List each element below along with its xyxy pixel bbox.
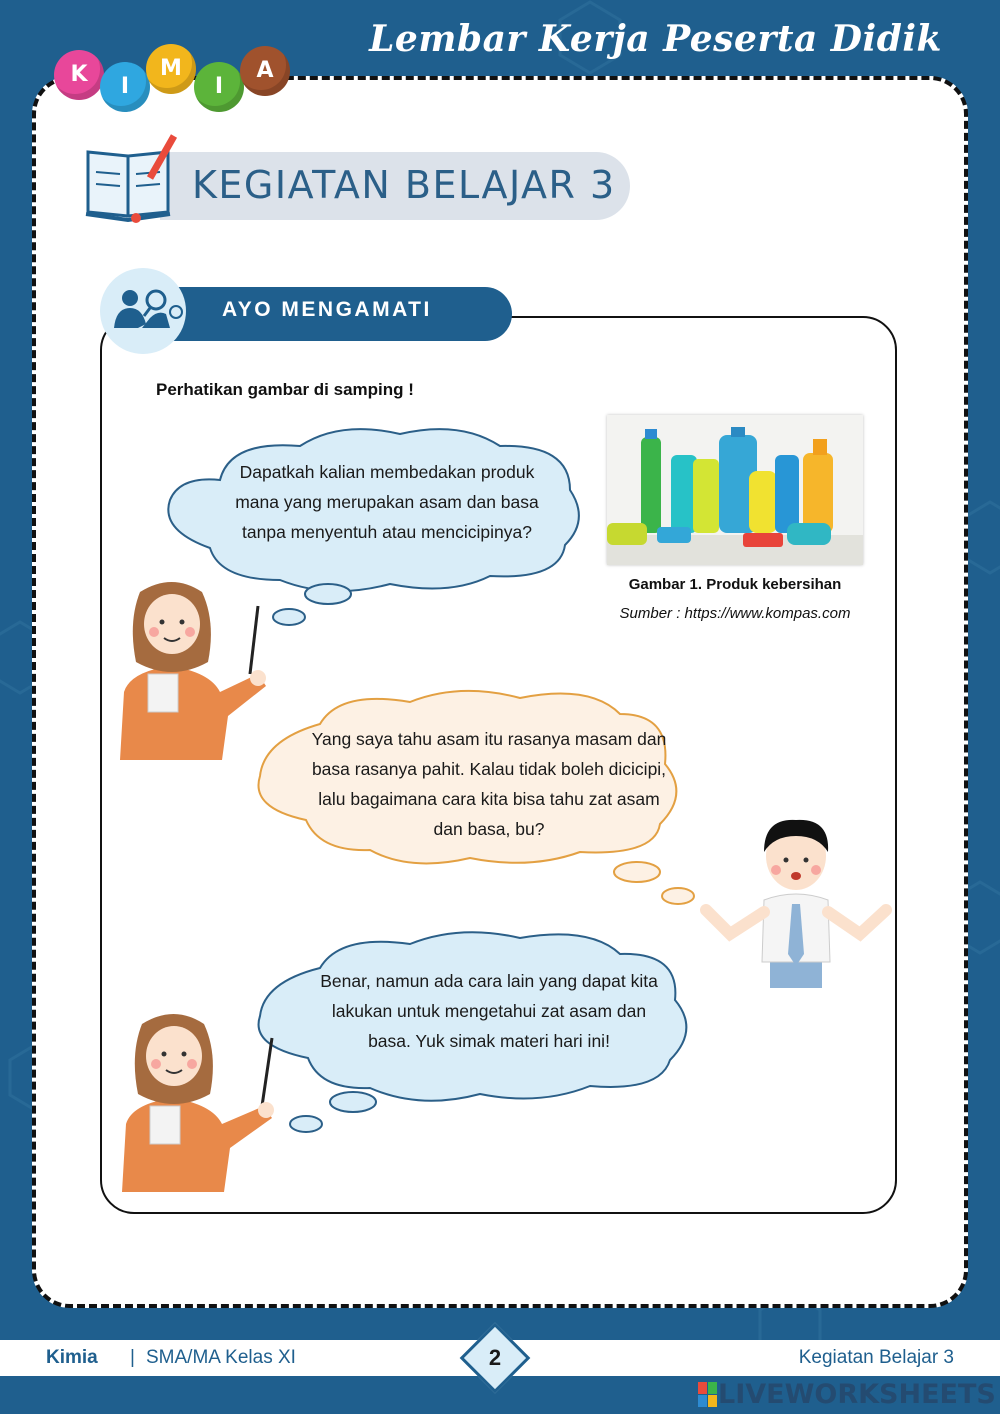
logo-ball-k: K (54, 50, 104, 100)
speech-bubble-2-text: Yang saya tahu asam itu rasanya masam dan basa rasanya pahit. Kalau tidak boleh dicicipi, lalu bagaimana cara kita bisa tahu zat asam dan basa, bu? (311, 729, 667, 839)
page-heading: KEGIATAN BELAJAR 3 (192, 163, 616, 207)
logo-ball-a: A (240, 46, 290, 96)
speech-bubble-1-text: Dapatkah kalian membedakan produk mana yang merupakan asam dan basa tanpa menyentuh atau mencicipinya? (235, 462, 539, 542)
instruction-text: Perhatikan gambar di samping ! (156, 380, 414, 399)
open-book-icon (80, 132, 180, 224)
cleaning-products-photo (607, 415, 863, 565)
logo-ball-m: M (146, 44, 196, 94)
observe-people-icon (108, 284, 188, 340)
page-number: 2 (488, 1345, 502, 1370)
worksheet-title: Lembar Kerja Peserta Didik (369, 18, 942, 60)
footer-separator: | (130, 1347, 135, 1368)
logo-ball-i2: I (194, 62, 244, 112)
speech-bubble-3-text: Benar, namun ada cara lain yang dapat kita lakukan untuk mengetahui zat asam dan basa. Yuk simak materi hari ini! (320, 971, 658, 1051)
logo-ball-i1: I (100, 62, 150, 112)
figure-source: Sumber : https://www.kompas.com (619, 605, 851, 622)
kimia-logo (54, 42, 294, 114)
liveworksheets-watermark: LIVEWORKSHEETS (718, 1379, 996, 1410)
footer-chapter: Kegiatan Belajar 3 (798, 1347, 954, 1368)
footer-level: SMA/MA Kelas XI (146, 1347, 296, 1368)
section-tab-label: AYO MENGAMATI (222, 298, 432, 321)
figure-caption: Gambar 1. Produk kebersihan (628, 576, 842, 593)
footer-subject: Kimia (46, 1347, 98, 1368)
liveworksheets-logo-icon (698, 1382, 718, 1408)
student-illustration (700, 816, 894, 990)
teacher-illustration-2 (116, 1014, 286, 1194)
